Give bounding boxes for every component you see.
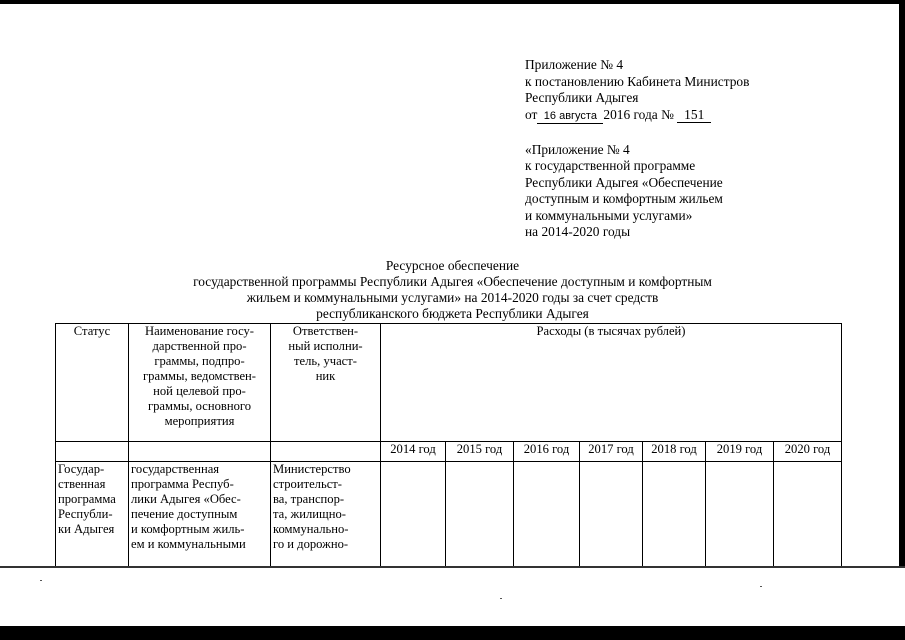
row-responsible-line: го и дорожно- [273,537,349,551]
row-value-2015 [446,462,514,572]
scan-bottom-edge [0,626,905,640]
program-appendix-line-4: доступным и комфортным жильем [525,191,723,206]
program-appendix-line-6: на 2014-2020 годы [525,224,631,239]
row-responsible-line: строительст- [273,477,342,491]
row-status-line: ки Адыгея [58,522,115,536]
year-2019: 2019 год [706,442,774,462]
row-name-line: и комфортным жиль- [131,522,245,536]
row-name-line: государственная [131,462,220,476]
program-appendix-line-1: «Приложение № 4 [525,141,630,157]
handwritten-number: 151 [677,108,711,123]
row-name-line: ем и коммунальными [131,537,246,551]
scan-speck [40,580,42,581]
program-appendix-line-2: к государственной программе [525,158,696,173]
resource-table [55,323,842,572]
scan-cut-line [0,566,905,568]
title-line-2: государственной программы Республики Адыгея «Обеспечение доступным и комфортным [193,274,712,289]
header-responsible-line: ник [315,369,336,383]
header-status: Статус [56,324,129,442]
row-status-line: программа [58,492,116,506]
row-responsible-line: ва, транспор- [273,492,345,506]
scan-top-edge [0,0,905,4]
year-2014: 2014 год [381,442,446,462]
program-appendix-line-5: и коммунальными услугами» [525,207,693,223]
header-responsible-line: ный исполни- [288,339,363,353]
header-name-line: Наименование госу- [145,324,254,338]
row-status-line: ственная [58,477,106,491]
row-status-line: Государ- [58,462,105,476]
year-2016: 2016 год [514,442,580,462]
header-name [129,324,271,442]
approval-line-2: к постановлению Кабинета Министров [525,73,750,89]
table-header-row [56,324,842,442]
row-responsible-line: коммунально- [273,522,349,536]
row-status-line: Республи- [58,507,113,521]
years-blank-cell [129,442,271,462]
handwritten-date: 16 августа [537,109,603,124]
row-name-line: лики Адыгея «Обес- [131,492,241,506]
header-name-line: граммы, основного [147,399,252,413]
table-years-row [56,442,842,462]
row-responsible-line: Министерство [273,462,351,476]
row-value-2017 [580,462,643,572]
year-2018: 2018 год [643,442,706,462]
document-title [0,258,905,322]
scan-speck [760,586,762,587]
header-name-line: граммы, подпро- [154,354,245,368]
year-2015: 2015 год [446,442,514,462]
header-responsible-line: Ответствен- [292,324,359,338]
scan-speck [500,598,502,599]
years-blank-cell [271,442,381,462]
header-name-line: мероприятия [164,414,235,428]
row-value-2014 [381,462,446,572]
title-line-1: Ресурсное обеспечение [385,258,520,273]
approval-line-3: Республики Адыгея [525,90,639,105]
row-value-2016 [514,462,580,572]
header-responsible [271,324,381,442]
header-name-line: граммы, ведомствен- [143,369,256,383]
row-responsible-cell [271,462,381,572]
date-mid: 2016 года № [603,106,674,122]
row-value-2018 [643,462,706,572]
row-value-2019 [706,462,774,572]
years-blank-cell [56,442,129,462]
header-name-line: дарственной про- [152,339,247,353]
approval-date-line [525,107,749,124]
title-line-3: жильем и коммунальными услугами» на 2014-2020 годы за счет средств [246,290,659,305]
row-value-2020 [774,462,842,572]
header-name-line: ной целевой про- [153,384,246,398]
row-status-cell [56,462,129,572]
date-prefix: от [525,106,538,122]
year-2017: 2017 год [580,442,643,462]
row-responsible-line: та, жилищно- [273,507,346,521]
program-appendix-line-3: Республики Адыгея «Обеспечение [525,174,723,190]
row-name-line: программа Респуб- [131,477,234,491]
approval-header [525,57,749,241]
header-responsible-line: тель, участ- [294,354,357,368]
header-expenses: Расходы (в тысячах рублей) [381,324,842,442]
table-row [56,462,842,572]
title-line-4: республиканского бюджета Республики Адыгея [316,306,589,321]
row-name-line: печение доступным [131,507,238,521]
row-name-cell [129,462,271,572]
approval-title: Приложение № 4 [525,57,624,72]
year-2020: 2020 год [774,442,842,462]
